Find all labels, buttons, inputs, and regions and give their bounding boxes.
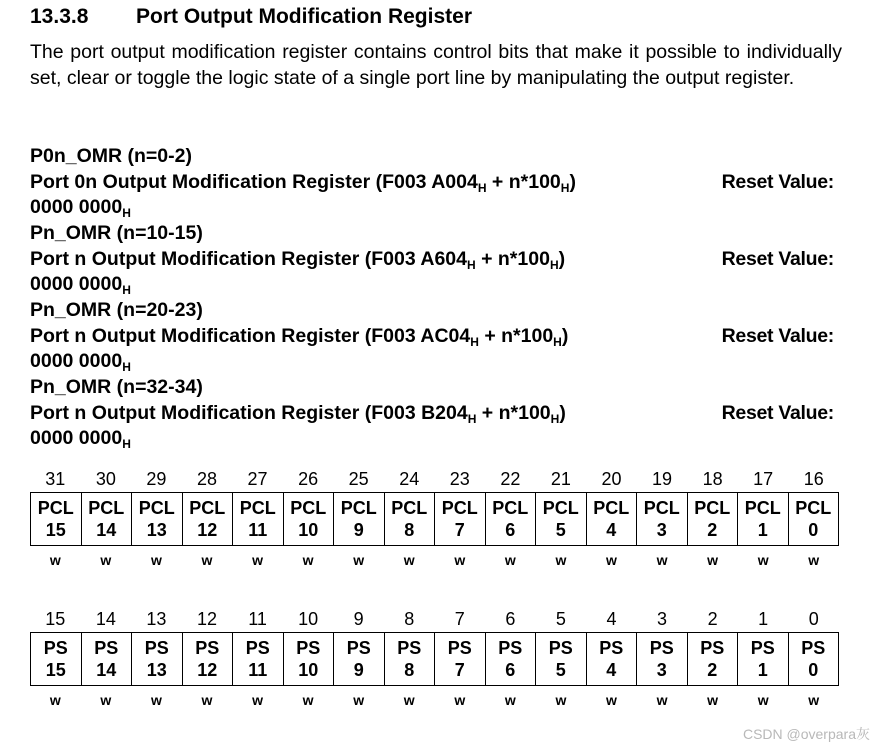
field-index: 2: [707, 520, 718, 540]
bit-number: 5: [555, 609, 566, 629]
hex-suffix: H: [122, 360, 131, 374]
bitfield-lower: [30, 606, 839, 712]
bitfield-cell: [384, 493, 435, 546]
access-type: w: [353, 552, 365, 568]
bit-number: 19: [652, 469, 673, 489]
field-name: PCL: [694, 498, 731, 518]
bit-number: 1: [758, 609, 769, 629]
bitfield-cell: [283, 633, 334, 686]
address-offset: + n*100: [476, 401, 551, 424]
field-name: PS: [649, 638, 674, 658]
access-type: w: [201, 692, 213, 708]
bitfield-cell: [384, 633, 435, 686]
reset-value-label: Reset Value:: [721, 247, 834, 270]
bit-number: 24: [399, 469, 420, 489]
address-close: ): [558, 247, 566, 270]
field-index: 5: [555, 520, 566, 540]
field-name: PS: [195, 638, 220, 658]
field-index: 15: [45, 660, 66, 680]
bit-number: 14: [95, 609, 116, 629]
field-index: 3: [656, 660, 667, 680]
field-name: PCL: [189, 498, 226, 518]
access-type: w: [504, 692, 516, 708]
section-description: The port output modification register contains control bits that make it possible to individually set, clear or toggle the logic state of a single port line by manipulating the output register.: [30, 41, 842, 89]
access-type: w: [808, 692, 820, 708]
hex-suffix: H: [467, 411, 477, 426]
section-number: 13.3.8: [30, 5, 89, 28]
access-type: w: [302, 552, 314, 568]
bit-number: 20: [601, 469, 622, 489]
field-name: PCL: [88, 498, 125, 518]
bitfield-upper: [30, 466, 839, 572]
bit-number: 11: [248, 609, 267, 629]
hex-suffix: H: [549, 257, 559, 272]
field-index: 1: [757, 520, 768, 540]
field-index: 14: [96, 520, 117, 540]
field-name: PCL: [290, 498, 327, 518]
bitfield-cell: [435, 493, 486, 546]
field-index: 0: [808, 520, 819, 540]
bitfield-cell: [788, 633, 839, 686]
field-name: PCL: [391, 498, 428, 518]
bitfield-cell: [485, 493, 536, 546]
field-index: 10: [298, 660, 319, 680]
field-name: PCL: [593, 498, 630, 518]
field-name: PS: [397, 638, 422, 658]
bit-number: 8: [404, 609, 415, 629]
bit-number: 3: [657, 609, 668, 629]
field-index: 10: [298, 520, 319, 540]
bitfield-cell: [738, 633, 789, 686]
hex-suffix: H: [477, 180, 487, 195]
bitfield-cell: [788, 493, 839, 546]
bit-number: 7: [454, 609, 465, 629]
field-name: PS: [801, 638, 826, 658]
access-type: w: [757, 692, 769, 708]
access-type: w: [49, 552, 61, 568]
hex-suffix: H: [550, 411, 560, 426]
address-close: ): [569, 170, 576, 193]
field-index: 4: [606, 520, 617, 540]
field-index: 2: [707, 660, 718, 680]
access-type: w: [656, 692, 668, 708]
bitfield-cell: [233, 493, 284, 546]
access-type: w: [403, 552, 415, 568]
register-block: [30, 375, 840, 452]
register-description: [30, 324, 840, 350]
access-type: w: [454, 692, 466, 708]
hex-suffix: H: [122, 283, 131, 297]
bitfield-cell: [233, 633, 284, 686]
bit-number: 23: [449, 469, 470, 489]
watermark: CSDN @overpara灰: [742, 726, 870, 742]
bit-number: 4: [606, 609, 617, 629]
hex-suffix: H: [560, 180, 570, 195]
register-address: Port n Output Modification Register (F003 AC04: [30, 324, 471, 347]
access-type: w: [403, 692, 415, 708]
field-name: PS: [498, 638, 523, 658]
bitfield-cell: [334, 493, 385, 546]
reset-value-label: Reset Value:: [721, 401, 834, 424]
field-index: 8: [404, 520, 415, 540]
access-type: w: [707, 692, 719, 708]
bitfield-cell: [687, 633, 738, 686]
section-heading: [30, 3, 472, 31]
field-index: 5: [555, 660, 566, 680]
field-index: 9: [353, 520, 364, 540]
reset-value-number: 0000 0000: [30, 427, 123, 449]
access-type: w: [100, 552, 112, 568]
register-block: [30, 298, 840, 375]
bit-number: 26: [298, 469, 319, 489]
field-index: 11: [248, 520, 268, 540]
bitfield-cell: [536, 493, 587, 546]
field-name: PCL: [239, 498, 276, 518]
field-name: PCL: [492, 498, 529, 518]
bit-number: 9: [353, 609, 364, 629]
access-type: w: [150, 692, 162, 708]
bit-number: 2: [707, 609, 718, 629]
access-type: w: [808, 552, 820, 568]
reset-value: [30, 195, 840, 221]
access-type: w: [252, 692, 263, 708]
register-description: [30, 401, 840, 427]
bitfield-cell: [687, 493, 738, 546]
field-name: PCL: [37, 498, 74, 518]
field-name: PCL: [138, 498, 175, 518]
field-name: PS: [548, 638, 573, 658]
access-type: w: [656, 552, 668, 568]
hex-suffix: H: [553, 334, 562, 349]
register-description: [30, 247, 840, 273]
field-index: 0: [808, 660, 819, 680]
bitfield-cell: [586, 493, 637, 546]
access-type: w: [606, 552, 617, 568]
register-address: Port 0n Output Modification Register (F003 A004: [30, 170, 478, 193]
bit-number: 12: [196, 609, 217, 629]
bit-number: 18: [702, 469, 723, 489]
reset-value: [30, 272, 840, 298]
reset-value-number: 0000 0000: [30, 350, 123, 372]
access-type: w: [757, 552, 769, 568]
address-offset: + n*100: [486, 170, 561, 193]
field-name: PCL: [795, 498, 832, 518]
access-type: w: [353, 692, 365, 708]
field-index: 14: [96, 660, 117, 680]
hex-suffix: H: [470, 334, 479, 349]
bitfield-cell: [485, 633, 536, 686]
field-index: 9: [353, 660, 364, 680]
bit-position-row: [30, 606, 839, 632]
bit-number: 17: [753, 469, 774, 489]
bit-number: 15: [45, 609, 66, 629]
field-name: PS: [599, 638, 624, 658]
section-title: Port Output Modification Register: [136, 5, 472, 28]
register-address: Port n Output Modification Register (F003 B204: [30, 401, 468, 424]
register-description: [30, 170, 840, 196]
bitfield-table: [30, 492, 839, 546]
reset-value: [30, 426, 840, 452]
field-index: 4: [606, 660, 617, 680]
bit-number: 21: [550, 469, 571, 489]
register-name: Pn_OMR (n=10-15): [30, 222, 203, 244]
field-name: PCL: [441, 498, 478, 518]
bit-number: 30: [95, 469, 116, 489]
bit-number: 31: [45, 469, 66, 489]
field-name: PCL: [340, 498, 377, 518]
address-offset: + n*100: [478, 324, 554, 347]
bitfield-table: [30, 632, 839, 686]
field-index: 3: [656, 520, 667, 540]
bitfield-cell: [81, 493, 132, 546]
field-index: 12: [197, 660, 218, 680]
access-type: w: [504, 552, 516, 568]
bit-position-row: [30, 466, 839, 492]
field-name: PS: [750, 638, 775, 658]
field-name: PS: [447, 638, 472, 658]
access-type: w: [707, 552, 719, 568]
access-row: [30, 548, 839, 572]
bit-number: 10: [298, 609, 319, 629]
register-address: Port n Output Modification Register (F003 A604: [30, 247, 467, 270]
bit-number: 27: [247, 469, 268, 489]
bitfield-cell: [334, 633, 385, 686]
field-name: PS: [94, 638, 119, 658]
field-name: PS: [700, 638, 725, 658]
hex-suffix: H: [122, 206, 131, 220]
access-type: w: [302, 692, 314, 708]
bitfield-cell: [31, 493, 82, 546]
address-offset: + n*100: [475, 247, 550, 270]
field-name: PS: [346, 638, 371, 658]
access-type: w: [150, 552, 162, 568]
field-index: 8: [404, 660, 415, 680]
bit-number: 16: [803, 469, 824, 489]
register-name: Pn_OMR (n=32-34): [30, 376, 203, 398]
bit-number: 25: [348, 469, 369, 489]
reset-value-label: Reset Value:: [721, 170, 834, 193]
field-name: PS: [144, 638, 169, 658]
bitfield-cell: [81, 633, 132, 686]
bitfield-cell: [283, 493, 334, 546]
bitfield-cell: [536, 633, 587, 686]
bit-number: 29: [146, 469, 167, 489]
reset-value: [30, 349, 840, 375]
bitfield-cell: [31, 633, 82, 686]
reset-value-number: 0000 0000: [30, 273, 123, 295]
field-name: PCL: [643, 498, 680, 518]
access-row: [30, 688, 839, 712]
bit-number: 28: [196, 469, 217, 489]
hex-suffix: H: [467, 257, 476, 272]
address-close: ): [559, 401, 566, 424]
bitfield-cell: [435, 633, 486, 686]
bitfield-cell: [132, 493, 183, 546]
field-index: 7: [454, 520, 465, 540]
register-name: P0n_OMR (n=0-2): [30, 145, 192, 167]
field-name: PCL: [542, 498, 579, 518]
bitfield-cell: [182, 633, 233, 686]
field-name: PS: [245, 638, 270, 658]
access-type: w: [201, 552, 213, 568]
field-index: 13: [146, 520, 167, 540]
bit-number: 22: [500, 469, 521, 489]
bitfield-cell: [637, 633, 688, 686]
register-block: [30, 221, 840, 298]
field-index: 13: [146, 660, 167, 680]
reset-value-label: Reset Value:: [721, 324, 834, 347]
field-index: 6: [505, 520, 516, 540]
access-type: w: [454, 552, 466, 568]
access-type: w: [100, 692, 112, 708]
hex-suffix: H: [122, 437, 131, 451]
field-index: 6: [505, 660, 516, 680]
field-index: 7: [454, 660, 465, 680]
access-type: w: [555, 692, 567, 708]
bit-number: 6: [505, 609, 516, 629]
access-type: w: [555, 552, 567, 568]
access-type: w: [252, 552, 263, 568]
bitfield-cell: [586, 633, 637, 686]
bit-number: 13: [146, 609, 167, 629]
field-name: PCL: [744, 498, 781, 518]
reset-value-number: 0000 0000: [30, 196, 123, 218]
bitfield-cell: [182, 493, 233, 546]
field-index: 12: [197, 520, 218, 540]
field-name: PS: [43, 638, 68, 658]
field-index: 1: [757, 660, 768, 680]
field-name: PS: [296, 638, 321, 658]
field-index: 11: [248, 660, 268, 680]
bitfield-cell: [738, 493, 789, 546]
register-block: [30, 144, 840, 221]
access-type: w: [49, 692, 61, 708]
bit-number: 0: [808, 609, 819, 629]
bitfield-cell: [132, 633, 183, 686]
address-close: ): [561, 324, 569, 347]
register-name: Pn_OMR (n=20-23): [30, 299, 203, 321]
field-index: 15: [45, 520, 66, 540]
access-type: w: [606, 692, 617, 708]
bitfield-cell: [637, 493, 688, 546]
